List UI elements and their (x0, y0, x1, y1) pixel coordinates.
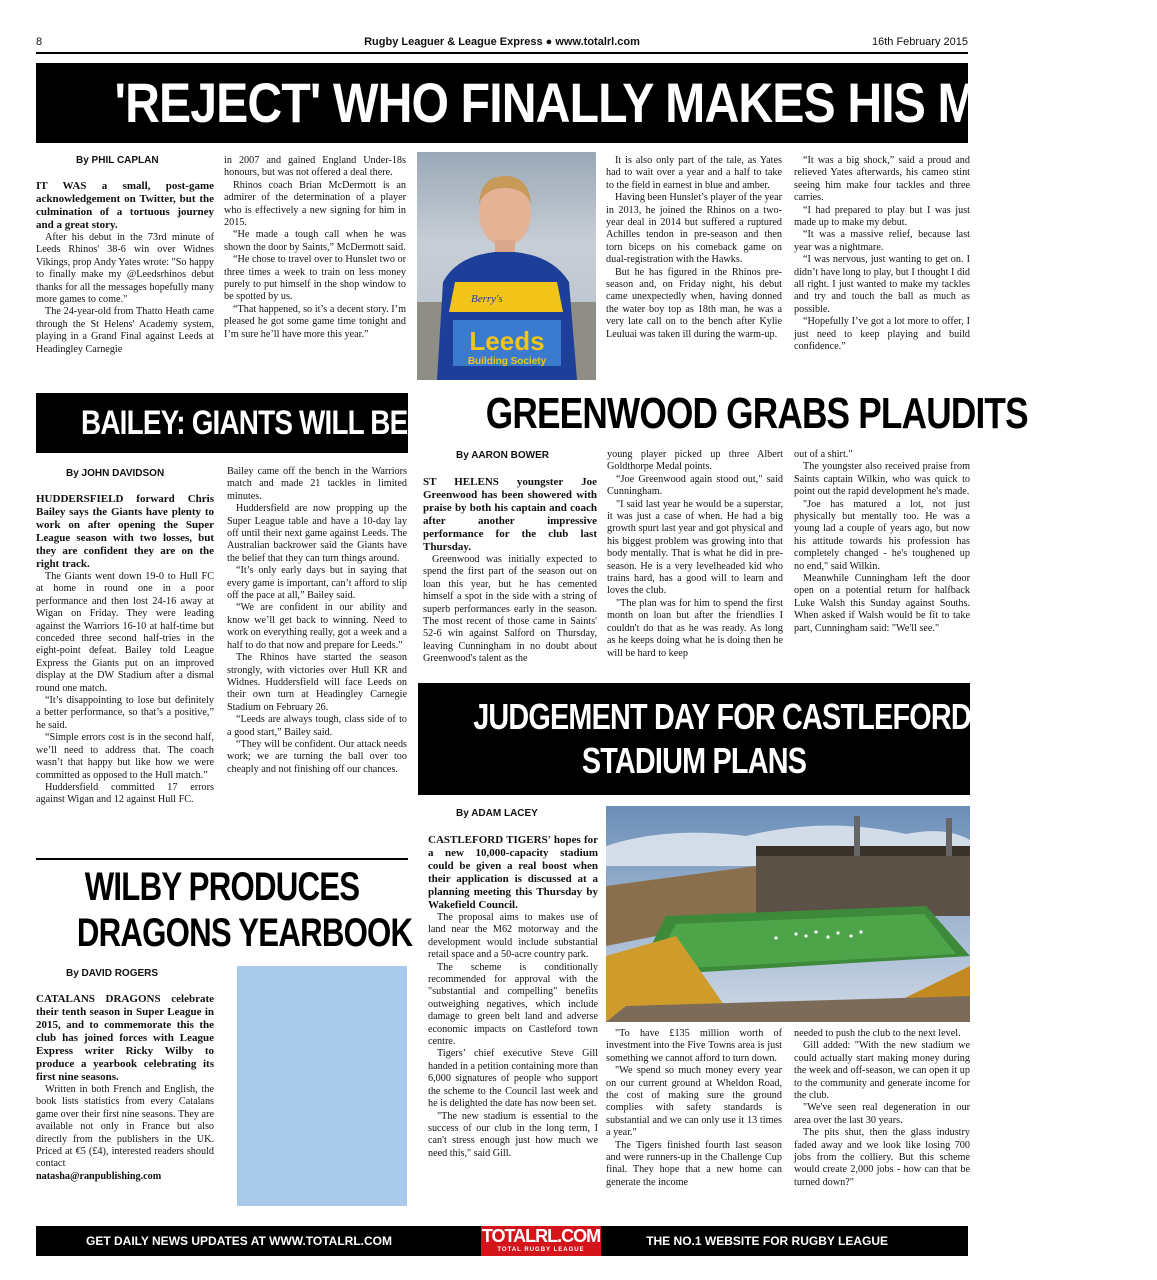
story2-col2 (227, 466, 407, 836)
story1-paragraph: Rhinos coach Brian McDermott is an admirer of the determination of a player who is effectively a new signing for him in 2015. (224, 179, 406, 229)
issue-date: 16th February 2015 (871, 36, 968, 48)
story4-paragraph: The pits shut, then the glass industry faded away and we look like losing 700 jobs from the colliery. But this scheme would create 2,000 jobs - how can that be turned down?" (794, 1127, 970, 1188)
story1-headline-text: 'REJECT' WHO FINALLY MAKES HIS MARK (114, 71, 1079, 134)
story1-byline: By PHIL CAPLAN (76, 155, 159, 166)
story3-headline (418, 386, 1028, 442)
story1-intro: IT WAS a small, post-game acknowledgement on Twitter, but the culmination of a tortuous journey and a great story. (36, 180, 214, 231)
masthead: Rugby Leaguer & League Express ● www.totalrl.com (364, 36, 640, 48)
story1-paragraph: “He chose to travel over to Hunslet two or three times a week to train on less money purely to put himself in the shop window to be spotted by us. (224, 254, 406, 303)
shirt-chest-sponsor: Berry's (471, 293, 503, 305)
story1-col3 (606, 155, 782, 380)
page-footer (36, 1226, 968, 1256)
story4-headline-line1: JUDGEMENT DAY FOR CASTLEFORD (473, 696, 971, 737)
totalrl-logo (481, 1226, 601, 1256)
story2-headline-text: BAILEY: GIANTS WILL BE BACK (81, 404, 492, 442)
story2-paragraph: Bailey came off the bench in the Warriors match and made 21 tackles in limited minutes. (227, 466, 407, 502)
story4-intro: CASTLEFORD TIGERS' hopes for a new 10,000-capacity stadium could be given a real boost when their application is discussed at a planning meeting this Thursday by Wakefield Council. (428, 834, 598, 911)
story5-col1 (36, 993, 214, 1206)
footer-right-text: THE NO.1 WEBSITE FOR RUGBY LEAGUE (646, 1234, 888, 1248)
story3-col1 (423, 476, 597, 676)
story2-paragraph: The Giants went down 19-0 to Hull FC at home in round one in a poor performance and then lost 24-16 away at Wigan on Friday. They were leading against the Warriors 16-10 at half-time but conceded three second half-tries in the eight-point defeat. Bailey told League Express the Giants put on an improved display at the DW Stadium after a dismal round one match. (36, 571, 214, 694)
story5-intro: CATALANS DRAGONS celebrate their tenth season in Super League in 2015, and to commemorate this the club has joined forces with League Express writer Ricky Wilby to produce a yearbook celebrating its first nine seasons. (36, 993, 214, 1083)
story2-paragraph: The Rhinos have started the season strongly, with victories over Hull KR and Widnes. Huddersfield will face Leeds on their own turn at Headingley Carnegie Stadium on February 26. (227, 652, 407, 713)
story1-headline (36, 63, 1079, 143)
story4-paragraph: "We spend so much money every year on our current ground at Wheldon Road, the cost of making sure the ground complies with safety standards is substantial and we can only use it 13 times a year." (606, 1065, 782, 1139)
story1-paragraph: It is also only part of the tale, as Yates had to wait over a year and a half to take to the field in earnest in blue and amber. (606, 155, 782, 191)
story1-paragraph: “That happened, so it’s a decent story. I’m pleased he got some game time tonight and I’m sure he’ll have more this year.” (224, 303, 406, 340)
story2-intro: HUDDERSFIELD forward Chris Bailey says the Giants have plenty to work on after opening the Super League season with two losses, but they are confident they are on the right track. (36, 493, 214, 570)
castleford-stadium-photo (606, 806, 970, 1022)
story1-paragraph: The 24-year-old from Thatto Heath came through the St Helens' Academy system, playing in a Grand Final against Leeds at Headingley Carnegie (36, 306, 214, 355)
story2-paragraph: “They will be confident. Our attack needs work; we are turning the ball over too cheaply and not finishing off our chances. (227, 738, 407, 775)
story3-paragraph: young player picked up three Albert Goldthorpe Medal points. (607, 449, 783, 473)
story4-paragraph: needed to push the club to the next level. (794, 1028, 961, 1039)
story3-paragraph: "I said last year he would be a superstar, it was just a case of when. He had a big growth spurt last year and got physical and his biggest problem was growing into that body mentally. That is what he did in pre-season. He is a very levelheaded kid who trains hard, has a good will to learn and loves the club. (607, 498, 783, 597)
story4-col2 (606, 1028, 782, 1206)
stadium-illustration (606, 806, 970, 1022)
story2-byline: By JOHN DAVIDSON (66, 468, 165, 479)
story3-paragraph: "The plan was for him to spend the first month on loan but after the friendlies I couldn't do that as he was ready. As long as he keeps doing what he is doing then he will be hard to keep (607, 597, 783, 659)
story1-paragraph: “It was a big shock,” said a proud and relieved Yates afterwards, his cameo stint seeing him make four tackles and three carries. (794, 155, 970, 204)
logo-sub-text: TOTAL RUGBY LEAGUE (497, 1247, 585, 1253)
story5-headline-line1: WILBY PRODUCES (84, 865, 360, 909)
story1-paragraph: “He made a tough call when he was shown the door by Saints,” McDermott said. (224, 229, 406, 253)
story4-col1 (428, 834, 598, 1206)
story4-headline (418, 683, 970, 795)
story2-paragraph: Huddersfield committed 17 errors against Wigan and 12 against Hull FC. (36, 781, 214, 806)
story2-paragraph: “It’s only early days but in saying that every game is important, can’t afford to slip off the pace at all,” Bailey said. (227, 565, 407, 602)
shirt-sponsor-text: Leeds (469, 326, 545, 356)
player-illustration (417, 152, 596, 380)
story5-headline (36, 858, 413, 958)
story3-paragraph: Greenwood was initially expected to spend the first part of the season out on loan this year, but he has cemented himself a spot in the side with a string of superb performances early in the season. The most recent of those came in Saints' 52-6 win against Salford on Thursday, leaving Cunningham in no doubt about Greenwood's talent as the (423, 554, 597, 665)
story1-paragraph: “It was a massive relief, because last year was a nightmare. (794, 229, 970, 253)
story1-paragraph: “I had prepared to play but I was just made up to make my debut. (794, 204, 970, 229)
story2-paragraph: “Simple errors cost is in the second half, we’ll need to address that. The coach wasn’t that happy but like how we were committed as opposed to the Hull match.” (36, 732, 214, 781)
story2-paragraph: “We are confident in our ability and know we’ll get back to winning. Need to work on everything really, got a week and a half to do that now and prepare for Leeds.” (227, 602, 407, 651)
story4-paragraph: Gill added: "With the new stadium we could actually start making money during the week and off-season, we can open it up to the community and generate income for the club. (794, 1040, 970, 1102)
andy-yates-photo (417, 152, 596, 380)
story4-paragraph: The proposal aims to makes use of land near the M62 motorway and the development would include substantial retail space and a 50-acre country park. (428, 912, 598, 961)
story3-col3 (794, 449, 970, 676)
story1-paragraph: But he has figured in the Rhinos pre-season and, on Friday night, his debut came unexpectedly when, having donned the water boy top as 18th man, he was a very late call on to the bench after Kylie Leuluai was taken ill during the warm-up. (606, 266, 782, 340)
story1-col2 (224, 155, 406, 380)
page-header (36, 34, 968, 54)
story1-paragraph: “I was nervous, just wanting to get on. I didn’t have long to play, but I thought I did all right. I just wanted to make my tackles and try and touch the ball as much as possible. (794, 254, 970, 315)
story4-byline: By ADAM LACEY (456, 808, 538, 819)
story2-paragraph: “It’s disappointing to lose but definitely a better performance, so that’s a positive,” he said. (36, 695, 214, 731)
page-number: 8 (36, 36, 43, 48)
story4-paragraph: "The new stadium is essential to the success of our club in the long term, I can't stress enough just how much we need this," said Gill. (428, 1110, 598, 1159)
story3-paragraph: The youngster also received praise from Saints captain Wilkin, who was quick to point out the rapid development he's made. (794, 461, 970, 498)
story2-paragraph: Huddersfield are now propping up the Super League table and have a 10-day lay off until their next game against Leeds. The Australian backrower said the Giants have the belief that they can turn things around. (227, 503, 407, 564)
story1-col1 (36, 180, 214, 380)
story3-col2 (607, 449, 783, 676)
story3-headline-text: GREENWOOD GRABS PLAUDITS (485, 389, 1028, 438)
story4-paragraph: The scheme is conditionally recommended for approval with the "substantial and compelling" benefits outweighing negatives, which include damage to green belt land and adverse economic impacts on Castleford town centre. (428, 961, 598, 1048)
shirt-sponsor-subtext: Building Society (467, 356, 547, 367)
story2-headline (36, 393, 492, 453)
story3-byline: By AARON BOWER (456, 450, 549, 461)
story1-col4 (794, 155, 970, 380)
story3-intro: ST HELENS youngster Joe Greenwood has been showered with praise by both his captain and coach after another impressive performance for the club last Thursday. (423, 476, 597, 553)
story3-paragraph: out of a shirt." (794, 449, 853, 460)
story3-paragraph: "Joe has matured a lot, not just physically but mentally too. He was a young lad a couple of years ago, but now his attitude towards his profession has completely changed - he's toughened up no end," said Wilkin. (794, 498, 970, 572)
logo-main-text: TOTALRL.COM (481, 1226, 601, 1246)
story4-headline-line2: STADIUM PLANS (581, 740, 807, 781)
story3-paragraph: “Joe Greenwood again stood out," said Cunningham. (607, 473, 783, 498)
story1-paragraph: After his debut in the 73rd minute of Leeds Rhinos' 38-6 win over Widnes Vikings, prop Andy Yates wrote: "So happy to finally make my @Leedsrhinos debut thanks for all the messages hopefully many more games to come." (36, 232, 214, 306)
story5-byline: By DAVID ROGERS (66, 968, 159, 979)
story1-paragraph: “Hopefully I’ve got a lot more to offer, I just need to keep playing and build confidence.” (794, 316, 970, 353)
story1-paragraph: in 2007 and gained England Under-18s honours, but was not offered a deal there. (224, 155, 406, 179)
contact-email: natasha@ranpublishing.com (36, 1170, 162, 1182)
story4-paragraph: The Tigers finished fourth last season and were runners-up in the Challenge Cup final. They hope that a new home can generate the income (606, 1139, 782, 1188)
story2-col1 (36, 493, 214, 836)
story3-paragraph: Meanwhile Cunningham left the door open on a potential return for halfback Luke Walsh this Sunday against Souths. When asked if Walsh would be fit to take part, Cunningham said: "We'll see." (794, 573, 970, 634)
story5-paragraph: Written in both French and English, the book lists statistics from every Catalans game over their first nine seasons. They are available not only in France but also directly from the publishers in the UK. Priced at €5 (£4), interested readers should contact (36, 1084, 214, 1170)
story4-col3 (794, 1028, 970, 1206)
footer-left-text: GET DAILY NEWS UPDATES AT WWW.TOTALRL.COM (86, 1234, 392, 1248)
story1-paragraph: Having been Hunslet’s player of the year in 2013, he joined the Rhinos on a two-year deal in 2014 but suffered a ruptured Achilles tendon in pre-season and then torn biceps on his comeback game on dual-registration with the Hawks. (606, 192, 782, 266)
story4-paragraph: Tigers’ chief executive Steve Gill handed in a petition containing more than 6,000 signatures of people who support the scheme to the Council last week and he is delighted the date has now been set. (428, 1048, 598, 1110)
story4-paragraph: "We've seen real degeneration in our area over the last 30 years. (794, 1102, 970, 1126)
story2-paragraph: “Leeds are always tough, class side of to a good start,” Bailey said. (227, 714, 407, 738)
story5-headline-line2: DRAGONS YEARBOOK (76, 911, 413, 955)
story4-paragraph: "To have £135 million worth of investment into the Five Towns area is just something we cannot afford to turn down. (606, 1028, 782, 1064)
yearbook-cover-placeholder (237, 966, 407, 1206)
